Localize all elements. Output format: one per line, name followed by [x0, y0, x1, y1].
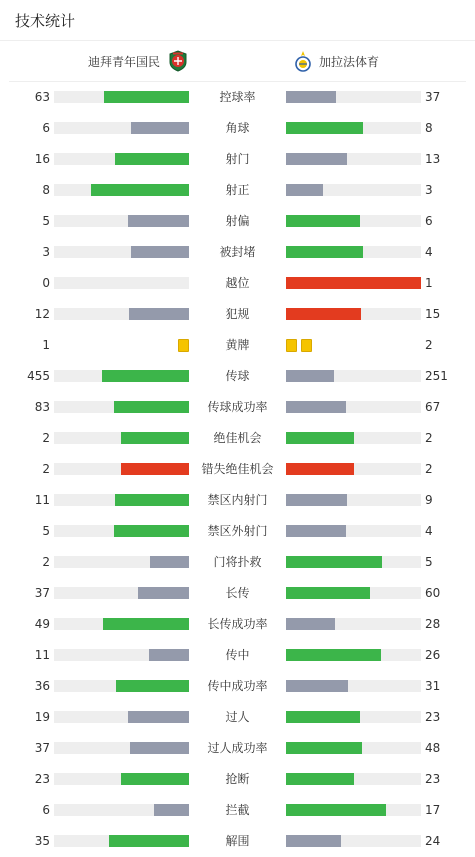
home-stat-value: 6 — [42, 121, 50, 135]
home-stat-bar-track — [54, 122, 189, 134]
stat-label: 抢断 — [225, 772, 250, 786]
home-stat-value: 11 — [34, 648, 50, 662]
away-stat-value: 5 — [425, 555, 433, 569]
home-stat-bar — [128, 215, 189, 227]
home-stat-bar-track — [54, 804, 189, 816]
away-stat-value: 17 — [425, 803, 441, 817]
home-stat-bar-track — [54, 246, 189, 258]
away-stat-bar-track — [286, 587, 421, 599]
home-stat-value: 36 — [34, 679, 50, 693]
stat-row — [0, 826, 475, 857]
home-stat-value: 5 — [42, 524, 50, 538]
away-stat-value: 6 — [425, 214, 433, 228]
away-stat-value: 26 — [425, 648, 441, 662]
stat-row — [0, 578, 475, 609]
home-stat-value: 63 — [34, 90, 50, 104]
stat-label: 门将扑救 — [213, 555, 262, 569]
home-stat-bar — [91, 184, 189, 196]
away-stat-bar — [286, 587, 370, 599]
away-stat-bar-track — [286, 401, 421, 413]
away-stat-value: 67 — [425, 400, 441, 414]
stat-label: 角球 — [225, 121, 250, 135]
away-stat-bar-track — [286, 153, 421, 165]
away-team-name: 加拉法体育 — [319, 54, 380, 69]
away-stat-bar-track — [286, 711, 421, 723]
home-stat-bar-track — [54, 587, 189, 599]
home-team-name: 迪拜青年国民 — [87, 54, 160, 69]
away-stat-bar-track — [286, 370, 421, 382]
away-stat-bar-track — [286, 432, 421, 444]
home-stat-value: 16 — [34, 152, 50, 166]
home-stat-value: 23 — [34, 772, 50, 786]
away-stat-value: 23 — [425, 772, 441, 786]
away-stat-value: 48 — [425, 741, 441, 755]
home-stat-value: 19 — [34, 710, 50, 724]
home-stat-bar — [130, 742, 189, 754]
home-stat-bar — [104, 91, 189, 103]
away-stat-bar-track — [286, 122, 421, 134]
stat-label: 射正 — [225, 183, 250, 197]
home-stat-bar — [121, 463, 189, 475]
away-stat-value: 2 — [425, 462, 433, 476]
stat-row — [0, 330, 475, 361]
away-stat-bar-track — [286, 618, 421, 630]
home-stat-value: 2 — [42, 462, 50, 476]
stat-row — [0, 671, 475, 702]
away-stat-value: 1 — [425, 276, 433, 290]
home-team[interactable] — [88, 41, 190, 81]
home-stat-bar-track — [54, 773, 189, 785]
stat-label: 黄牌 — [225, 338, 250, 352]
stat-row — [0, 609, 475, 640]
home-stat-bar-track — [54, 494, 189, 506]
stat-label: 传中 — [225, 648, 250, 662]
stat-label: 解围 — [225, 834, 250, 848]
home-stat-value: 6 — [42, 803, 50, 817]
home-yellow-cards — [178, 339, 189, 352]
home-stat-bar-track — [54, 215, 189, 227]
home-stat-value: 12 — [34, 307, 50, 321]
away-stat-value: 37 — [425, 90, 441, 104]
home-stat-bar — [103, 618, 189, 630]
home-stat-bar — [115, 153, 189, 165]
home-stat-bar — [154, 804, 189, 816]
away-stat-bar-track — [286, 215, 421, 227]
away-stat-value: 2 — [425, 338, 433, 352]
home-stat-bar-track — [54, 401, 189, 413]
away-stat-bar-track — [286, 835, 421, 847]
home-stat-bar-track — [54, 742, 189, 754]
yellow-card-icon — [301, 339, 312, 352]
away-stat-bar — [286, 525, 346, 537]
away-stat-value: 13 — [425, 152, 441, 166]
home-stat-bar-track — [54, 649, 189, 661]
home-stat-bar — [116, 680, 189, 692]
away-stat-bar — [286, 711, 360, 723]
away-stat-bar-track — [286, 680, 421, 692]
away-stat-bar-track — [286, 184, 421, 196]
away-stat-value: 3 — [425, 183, 433, 197]
stat-row — [0, 485, 475, 516]
stat-row — [0, 547, 475, 578]
away-stat-value: 2 — [425, 431, 433, 445]
away-stat-bar-track — [286, 246, 421, 258]
home-stat-bar — [102, 370, 189, 382]
away-team-crest-icon — [291, 49, 315, 73]
home-stat-value: 49 — [34, 617, 50, 631]
away-yellow-cards — [286, 339, 312, 352]
away-stat-bar-track — [286, 742, 421, 754]
away-stat-value: 8 — [425, 121, 433, 135]
stat-row — [0, 82, 475, 113]
stat-row — [0, 392, 475, 423]
stat-label: 被封堵 — [219, 245, 256, 259]
away-stat-bar — [286, 556, 382, 568]
home-stat-bar — [128, 711, 189, 723]
home-stat-bar-track — [54, 525, 189, 537]
away-stat-value: 15 — [425, 307, 441, 321]
stat-row — [0, 702, 475, 733]
away-stat-bar — [286, 122, 363, 134]
stat-row — [0, 795, 475, 826]
stat-row — [0, 423, 475, 454]
stat-row — [0, 268, 475, 299]
away-stat-bar-track — [286, 91, 421, 103]
home-stat-value: 83 — [34, 400, 50, 414]
away-stat-bar — [286, 308, 361, 320]
stat-row — [0, 237, 475, 268]
away-stat-bar — [286, 91, 336, 103]
home-stat-bar-track — [54, 370, 189, 382]
home-stat-bar-track — [54, 184, 189, 196]
away-stat-bar-track — [286, 494, 421, 506]
home-stat-value: 5 — [42, 214, 50, 228]
away-stat-value: 60 — [425, 586, 441, 600]
away-stat-bar-track — [286, 277, 421, 289]
stat-label: 长传 — [225, 586, 250, 600]
stat-label: 禁区内射门 — [207, 493, 268, 507]
stat-label: 传中成功率 — [207, 679, 268, 693]
home-stat-bar — [114, 525, 189, 537]
home-stat-bar — [131, 122, 189, 134]
home-stat-bar-track — [54, 432, 189, 444]
away-stat-bar — [286, 649, 381, 661]
stat-label: 射门 — [225, 152, 250, 166]
home-stat-bar — [115, 494, 189, 506]
away-stat-value: 4 — [425, 245, 433, 259]
home-stat-bar — [138, 587, 189, 599]
home-stat-bar-track — [54, 618, 189, 630]
stat-row — [0, 299, 475, 330]
yellow-card-icon — [286, 339, 297, 352]
away-stat-bar — [286, 680, 348, 692]
away-stat-bar — [286, 835, 341, 847]
home-stat-value: 2 — [42, 431, 50, 445]
away-stat-value: 9 — [425, 493, 433, 507]
stat-row — [0, 640, 475, 671]
home-stat-value: 455 — [27, 369, 50, 383]
away-stat-bar — [286, 153, 347, 165]
home-stat-value: 37 — [34, 741, 50, 755]
stat-label: 传球成功率 — [207, 400, 268, 414]
away-stat-bar — [286, 370, 334, 382]
away-stat-bar-track — [286, 525, 421, 537]
away-stat-bar-track — [286, 649, 421, 661]
away-stat-value: 23 — [425, 710, 441, 724]
home-stat-bar-track — [54, 835, 189, 847]
stat-row — [0, 733, 475, 764]
stat-label: 射偏 — [225, 214, 250, 228]
away-stat-bar-track — [286, 773, 421, 785]
home-stat-value: 2 — [42, 555, 50, 569]
away-stat-value: 31 — [425, 679, 441, 693]
team-header — [9, 41, 466, 82]
home-stat-bar — [109, 835, 189, 847]
away-stat-bar-track — [286, 556, 421, 568]
home-stat-bar-track — [54, 308, 189, 320]
stat-label: 绝佳机会 — [213, 431, 262, 445]
stat-row — [0, 764, 475, 795]
home-stat-value: 37 — [34, 586, 50, 600]
home-stat-value: 8 — [42, 183, 50, 197]
stat-row — [0, 516, 475, 547]
page-title: 技术统计 — [0, 0, 475, 41]
stat-label: 禁区外射门 — [207, 524, 268, 538]
home-stat-value: 3 — [42, 245, 50, 259]
away-team[interactable] — [291, 41, 379, 81]
away-stat-value: 251 — [425, 369, 448, 383]
stat-row — [0, 175, 475, 206]
home-stat-bar-track — [54, 91, 189, 103]
home-stat-bar-track — [54, 711, 189, 723]
away-stat-bar-track — [286, 463, 421, 475]
stat-row — [0, 113, 475, 144]
home-stat-bar — [129, 308, 189, 320]
stat-label: 长传成功率 — [207, 617, 268, 631]
away-stat-bar — [286, 618, 335, 630]
home-stat-value: 11 — [34, 493, 50, 507]
away-stat-bar — [286, 804, 386, 816]
home-stat-bar — [150, 556, 189, 568]
away-stat-bar — [286, 463, 354, 475]
away-stat-value: 24 — [425, 834, 441, 848]
away-stat-bar — [286, 246, 363, 258]
stat-label: 过人成功率 — [207, 741, 268, 755]
away-stat-bar — [286, 742, 362, 754]
stat-row — [0, 206, 475, 237]
stat-label: 错失绝佳机会 — [201, 462, 274, 476]
away-stat-value: 28 — [425, 617, 441, 631]
stat-row — [0, 144, 475, 175]
away-stat-value: 4 — [425, 524, 433, 538]
home-stat-value: 35 — [34, 834, 50, 848]
away-stat-bar — [286, 215, 360, 227]
stat-label: 犯规 — [225, 307, 250, 321]
home-stat-bar-track — [54, 153, 189, 165]
stat-row — [0, 361, 475, 392]
stat-label: 越位 — [225, 276, 250, 290]
away-stat-bar — [286, 184, 323, 196]
away-stat-bar — [286, 277, 421, 289]
yellow-card-icon — [178, 339, 189, 352]
home-stat-bar — [131, 246, 189, 258]
home-stat-bar — [121, 773, 189, 785]
stat-label: 控球率 — [219, 90, 256, 104]
home-stat-bar-track — [54, 556, 189, 568]
home-stat-bar-track — [54, 680, 189, 692]
home-stat-value: 1 — [42, 338, 50, 352]
away-stat-bar — [286, 401, 346, 413]
away-stat-bar-track — [286, 308, 421, 320]
home-stat-bar — [114, 401, 189, 413]
stat-label: 过人 — [225, 710, 250, 724]
away-stat-bar-track — [286, 804, 421, 816]
away-stat-bar — [286, 432, 354, 444]
home-stat-value: 0 — [42, 276, 50, 290]
home-stat-bar-track — [54, 277, 189, 289]
home-stat-bar — [121, 432, 189, 444]
stat-label: 传球 — [225, 369, 250, 383]
stat-label: 拦截 — [225, 803, 250, 817]
home-stat-bar — [149, 649, 189, 661]
stat-row — [0, 454, 475, 485]
away-stat-bar — [286, 773, 354, 785]
away-stat-bar — [286, 494, 347, 506]
home-team-crest-icon — [166, 49, 190, 73]
home-stat-bar-track — [54, 463, 189, 475]
